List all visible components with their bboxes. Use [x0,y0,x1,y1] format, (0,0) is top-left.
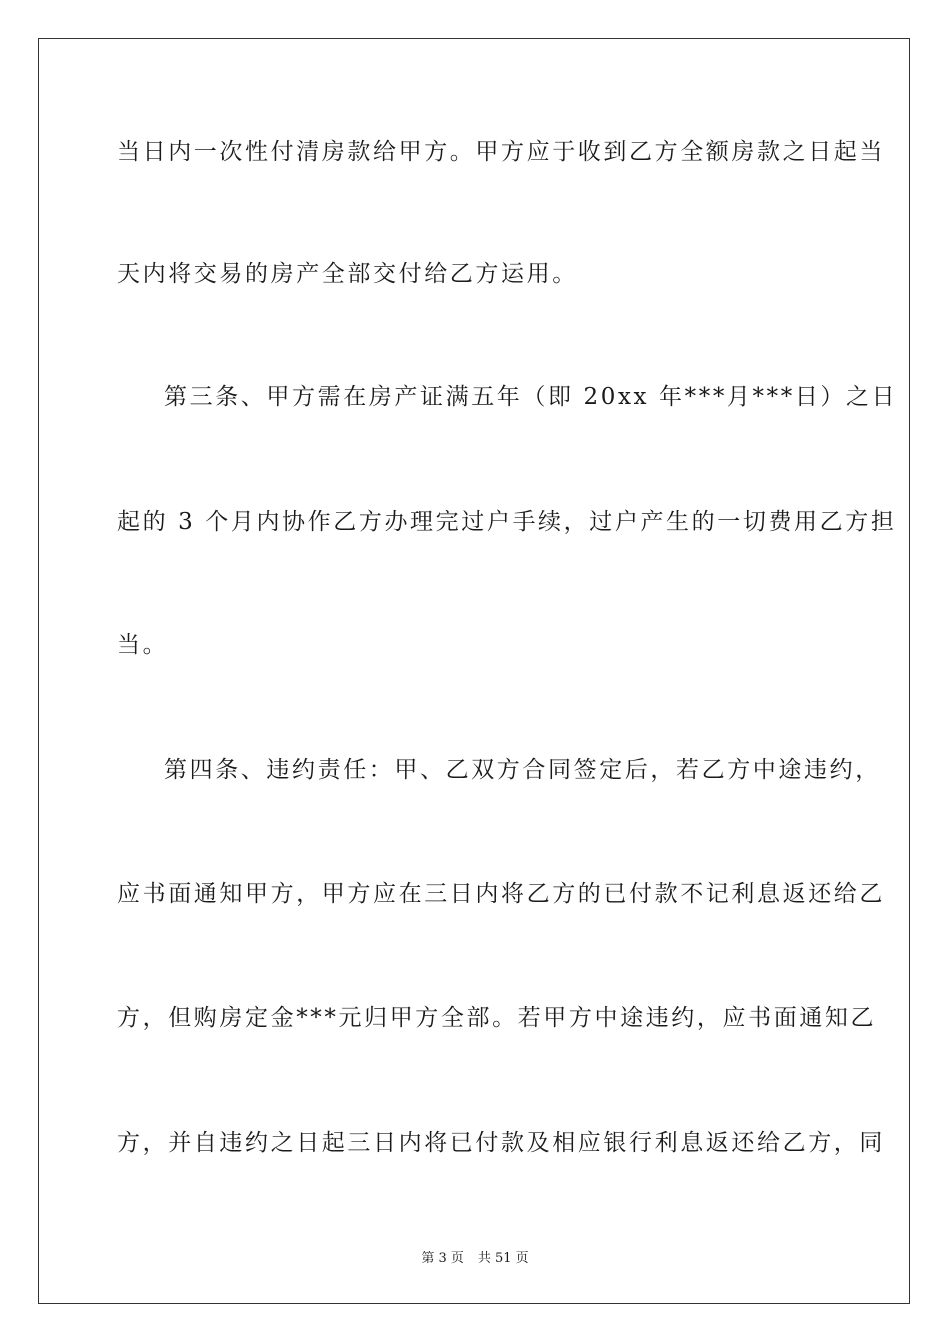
text-line-7: 应书面通知甲方，甲方应在三日内将乙方的已付款不记利息返还给乙 [117,881,885,907]
text-line-2: 天内将交易的房产全部交付给乙方运用。 [117,261,578,287]
text-line-1: 当日内一次性付清房款给甲方。甲方应于收到乙方全额房款之日起当 [117,139,885,165]
text-line-6: 第四条、违约责任：甲、乙双方合同签定后，若乙方中途违约， [164,757,881,783]
text-line-9: 方，并自违约之日起三日内将已付款及相应银行利息返还给乙方，同 [117,1130,885,1156]
text-line-5: 当。 [117,632,169,658]
text-line-8: 方，但购房定金***元归甲方全部。若甲方中途违约，应书面通知乙 [117,1005,877,1031]
page-total: 共 51 页 [477,1251,529,1266]
page-border [38,38,910,1304]
page-footer [0,1247,950,1266]
text-line-4: 起的 3 个月内协作乙方办理完过户手续，过户产生的一切费用乙方担 [117,509,897,535]
page-number: 第 3 页 [421,1251,464,1266]
text-line-3: 第三条、甲方需在房产证满五年（即 20xx 年***月***日）之日 [164,384,898,410]
